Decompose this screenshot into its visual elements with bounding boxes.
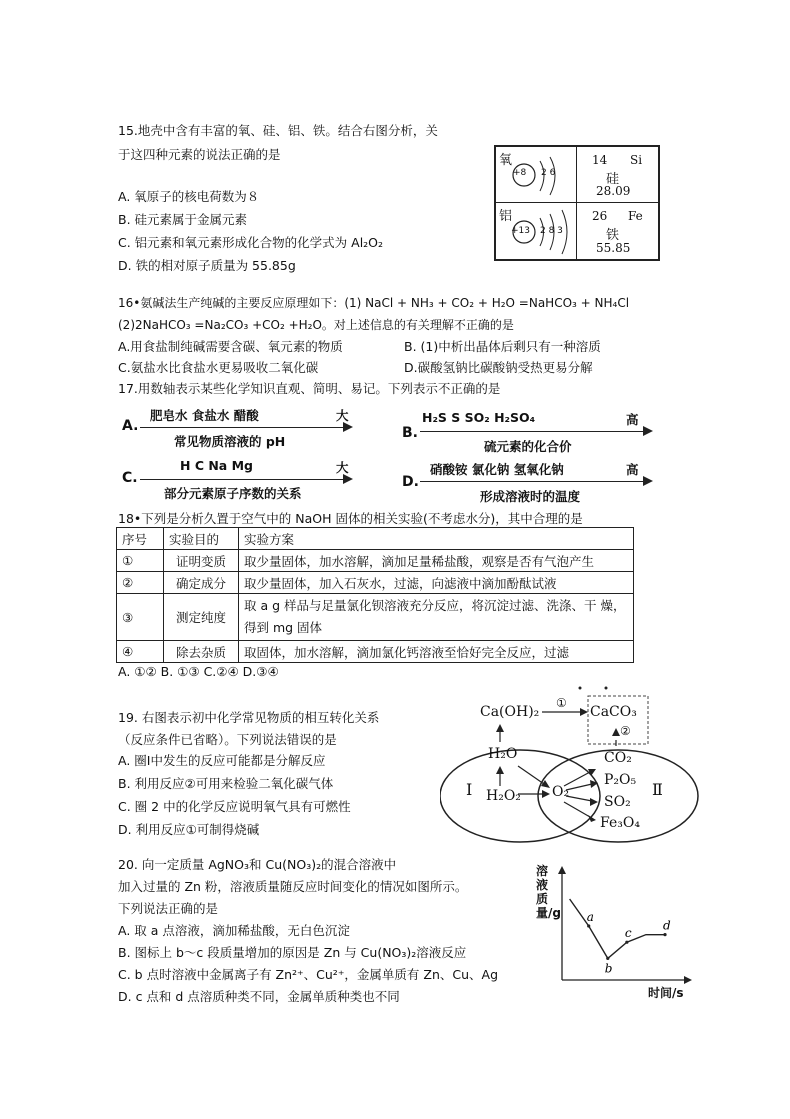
silicon-name: 硅 <box>606 172 620 187</box>
q18-options: A. ①② B. ①③ C.②④ D.③④ <box>118 664 279 679</box>
y-axis-arrow <box>558 866 566 874</box>
q17-c-axis <box>140 458 355 502</box>
q17-b-end: 高 <box>626 412 639 427</box>
q17-a-end: 大 <box>336 408 349 423</box>
q19-circle-1-label: Ⅰ <box>466 780 473 799</box>
q19-option-d: D. 利用反应①可制得烧碱 <box>118 822 260 837</box>
table-row <box>117 550 634 572</box>
q20-option-c: C. b 点时溶液中金属离子有 Zn²⁺、Cu²⁺，金属单质有 Zn、Cu、Ag <box>118 967 499 982</box>
table-cell: 测定纯度 <box>164 594 239 641</box>
table-cell: 取少量固体，加入石灰水，过滤，向滤液中滴加酚酞试液 <box>239 572 634 594</box>
q15-option-b: B. 硅元素属于金属元素 <box>118 212 248 227</box>
q15-option-d: D. 铁的相对原子质量为 55.85g <box>118 258 296 273</box>
q15-option-a: A. 氧原子的核电荷数为８ <box>118 189 260 204</box>
x-axis-arrow <box>684 976 692 984</box>
q15-stem-line2: 于这四种元素的说法正确的是 <box>118 147 281 162</box>
table-cell-line: 得到 mg 固体 <box>244 620 323 635</box>
q17-stem: 17.用数轴表示某些化学知识直观、简明、易记。下列表示不正确的是 <box>118 381 501 396</box>
oxygen-shells: 2 6 <box>541 168 556 178</box>
table-cell: 确定成分 <box>164 572 239 594</box>
q20-stem-line2: 加入过量的 Zn 粉，溶液质量随反应时间变化的情况如图所示。 <box>118 879 468 894</box>
point-b <box>606 957 609 960</box>
iron-name: 铁 <box>606 228 620 243</box>
q20-option-d: D. c 点和 d 点溶质种类不同，金属单质种类也不同 <box>118 989 400 1004</box>
q17-a-letter: A. <box>122 418 139 434</box>
q17-c-top: H C Na Mg <box>180 458 253 473</box>
aluminum-shells: 2 8 3 <box>540 226 563 236</box>
table-row <box>117 572 634 594</box>
q17-a-top: 肥皂水 食盐水 醋酸 <box>150 408 259 423</box>
point-a <box>587 924 590 927</box>
q17-b-letter: B. <box>402 425 418 441</box>
q19-option-a: A. 圈Ⅰ中发生的反应可能都是分解反应 <box>118 753 326 768</box>
q17-d-bottom: 形成溶液时的温度 <box>480 489 581 504</box>
q18-table <box>116 527 634 663</box>
q15-stem-line1: 15.地壳中含有丰富的氧、硅、铝、铁。结合右图分析，关 <box>118 123 438 138</box>
element-info-figure <box>494 145 660 261</box>
q20-chart-svg <box>536 862 696 1002</box>
q20-ylabel: 溶液质量/g <box>536 864 561 920</box>
q19-option-b: B. 利用反应②可用来检验二氧化碳气体 <box>118 776 334 791</box>
q17-a-axis <box>140 406 355 450</box>
q20-option-b: B. 图标上 b～c 段质量增加的原因是 Zn 与 Cu(NO₃)₂溶液反应 <box>118 945 467 960</box>
q17-b-axis <box>420 410 656 454</box>
iron-number: 26 <box>592 209 608 223</box>
q16-option-d: D.碳酸氢钠比碳酸钠受热更易分解 <box>404 360 593 375</box>
q17-d-letter: D. <box>402 474 419 490</box>
q17-c-bottom: 部分元素原子序数的关系 <box>164 486 302 501</box>
q17-d-end: 高 <box>626 462 639 477</box>
q19-stem-line2: （反应条件已省略）。下列说法错误的是 <box>118 732 337 747</box>
table-cell: ③ <box>117 594 164 641</box>
q17-d-axis <box>420 460 656 504</box>
point-c <box>625 941 628 944</box>
oxygen-cell <box>496 147 577 203</box>
q15-option-c: C. 铝元素和氧元素形成化合物的化学式为 Al₂O₂ <box>118 235 384 250</box>
table-cell <box>239 594 634 641</box>
table-row <box>117 641 634 663</box>
q20-stem-line3: 下列说法正确的是 <box>118 901 219 916</box>
table-cell-line: 取 a g 样品与足量氯化钡溶液充分反应，将沉淀过滤、洗涤、干 燥， <box>244 598 626 613</box>
q19-o2: O₂ <box>552 784 570 800</box>
table-header: 实验方案 <box>239 528 634 550</box>
aluminum-cell <box>496 202 577 259</box>
q17-c-end: 大 <box>336 460 349 475</box>
q16-stem-line1: 16•氨碱法生产纯碱的主要反应原理如下：(1) NaCl + NH₃ + CO₂ + H₂O =NaHCO₃ + NH₄Cl <box>118 296 630 310</box>
table-row <box>117 594 634 641</box>
q20-xlabel: 时间/s <box>648 986 684 1000</box>
table-header-row <box>117 528 634 550</box>
point-label-c: c <box>624 926 632 941</box>
oxygen-name: 氧 <box>499 153 513 168</box>
point-label-a: a <box>586 910 594 924</box>
table-cell: 证明变质 <box>164 550 239 572</box>
point-label-b: b <box>604 961 613 976</box>
q16-option-b: B. (1)中析出晶体后剩只有一种溶质 <box>404 339 601 354</box>
q19-so2: SO₂ <box>604 794 631 810</box>
q17-c-letter: C. <box>122 470 138 486</box>
q16-stem-line2: (2)2NaHCO₃ =Na₂CO₃ +CO₂ +H₂O。对上述信息的有关理解不正确的是 <box>118 318 514 332</box>
q19-reaction-2: ② <box>620 724 631 738</box>
q17-d-top: 硝酸铵 氯化钠 氢氧化钠 <box>430 462 564 477</box>
q19-caco3: CaCO₃ <box>590 704 637 720</box>
q19-circle-2-label: Ⅱ <box>652 780 663 799</box>
silicon-number: 14 <box>592 153 608 167</box>
q19-caoh2: Ca(OH)₂ <box>480 704 540 720</box>
q19-co2: CO₂ <box>604 750 632 766</box>
q16-option-a: A.用食盐制纯碱需要含碳、氧元素的物质 <box>118 339 343 354</box>
q17-a-bottom: 常见物质溶液的 pH <box>174 434 286 449</box>
iron-mass: 55.85 <box>596 241 631 255</box>
iron-cell <box>576 202 658 259</box>
table-cell: 取固体，加水溶解，滴加氯化钙溶液至恰好完全反应，过滤 <box>239 641 634 663</box>
q16-option-c: C.氨盐水比食盐水更易吸收二氧化碳 <box>118 360 319 375</box>
q19-h2o2: H₂O₂ <box>486 788 521 804</box>
q19-stem-line1: 19. 右图表示初中化学常见物质的相互转化关系 <box>118 710 380 725</box>
q17-b-top: H₂S S SO₂ H₂SO₄ <box>422 410 536 425</box>
table-cell: 除去杂质 <box>164 641 239 663</box>
q19-transformation-diagram <box>440 684 700 844</box>
q20-stem-line1: 20. 向一定质量 AgNO₃和 Cu(NO₃)₂的混合溶液中 <box>118 857 397 872</box>
table-cell: ② <box>117 572 164 594</box>
table-cell: ① <box>117 550 164 572</box>
q19-reaction-1: ① <box>556 696 567 710</box>
q19-fe3o4: Fe₃O₄ <box>600 815 640 831</box>
silicon-mass: 28.09 <box>596 184 631 198</box>
series-line <box>570 899 665 958</box>
table-header: 实验目的 <box>164 528 239 550</box>
q19-p2o5: P₂O₅ <box>604 772 637 788</box>
point-label-d: d <box>663 918 671 933</box>
oxygen-nucleus: +8 <box>513 168 527 178</box>
silicon-symbol: Si <box>630 153 643 167</box>
q20-option-a: A. 取 a 点溶液，滴加稀盐酸，无白色沉淀 <box>118 923 350 938</box>
q19-h2o: H₂O <box>488 746 518 762</box>
q19-diagram-lines <box>440 684 700 844</box>
q17-b-bottom: 硫元素的化合价 <box>484 439 572 454</box>
aluminum-nucleus: +13 <box>511 226 530 236</box>
q20-chart <box>536 862 696 1002</box>
point-d <box>663 933 666 936</box>
table-header: 序号 <box>117 528 164 550</box>
table-cell: ④ <box>117 641 164 663</box>
silicon-cell <box>576 147 658 203</box>
q18-stem: 18•下列是分析久置于空气中的 NaOH 固体的相关实验(不考虑水分)，其中合理的是 <box>118 511 583 526</box>
iron-symbol: Fe <box>628 209 643 223</box>
table-cell: 取少量固体，加水溶解，滴加足量稀盐酸，观察是否有气泡产生 <box>239 550 634 572</box>
aluminum-name: 铝 <box>499 209 513 224</box>
q19-option-c: C. 圈 2 中的化学反应说明氧气具有可燃性 <box>118 799 351 814</box>
